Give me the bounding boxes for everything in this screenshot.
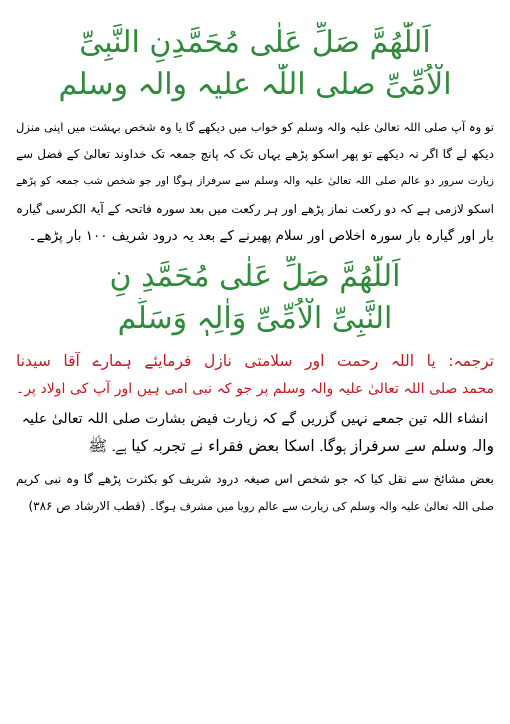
paragraph-line: تو وہ آپ صلی اللہ تعالیٰ علیہ والہ وسلم کو خواب میں دیکھے گا یا وہ شخص بہشت میں اپنی منزل bbox=[16, 120, 494, 134]
translation-block bbox=[16, 348, 494, 404]
narration-paragraph bbox=[16, 466, 494, 520]
glad-tidings-paragraph bbox=[16, 406, 494, 460]
paragraph-line: بعض مشائخ سے نقل کیا کہ جو شخص اس صیغہ درود شریف کو بکثرت پڑھے گا وہ نبی کریم bbox=[16, 472, 494, 487]
translation-line: ترجمہ: یا اللہ رحمت اور سلامتی نازل فرمایئے ہمارے آقا سیدنا bbox=[16, 352, 494, 371]
virtue-paragraph bbox=[16, 114, 494, 250]
durood-text-line-2: النَّبِیِّ الْاُمِّیِّ وَاٰلِہٖ وَسَلِّم bbox=[117, 301, 393, 337]
durood-heading-line-1: اَللّٰھُمَّ صَلِّ عَلٰی مُحَمَّدِنِ النَّبِیِّ bbox=[79, 25, 431, 60]
paragraph-line: زیارت سرور دو عالم صلی اللہ تعالیٰ علیہ والہ وسلم سے سرفراز ہوگا اور جو شخص شب جمعہ کو پڑھے bbox=[16, 175, 494, 188]
translation-line: محمد صلی اللہ تعالیٰ علیہ والہ وسلم پر جو کہ نبی امی ہیں اور آپ کی اولاد پر۔ bbox=[16, 380, 494, 397]
durood-text-line-1: اَللّٰھُمَّ صَلِّ عَلٰی مُحَمَّدِ نِ bbox=[109, 259, 401, 295]
book-reference: (قطب الارشاد ص ۳۸۶) bbox=[28, 499, 146, 514]
paragraph-line: انشاء اللہ تین جمعے نہیں گزریں گے کہ زیارت فیض بشارت صلی اللہ تعالیٰ علیہ bbox=[21, 410, 489, 427]
paragraph-line: بار اور گیارہ بار سورہ اخلاص اور سلام پھیرنے کے بعد یہ درود شریف ۱۰۰ بار پڑھے۔ bbox=[28, 227, 494, 244]
paragraph-line bbox=[16, 493, 494, 520]
paragraph-line: والہ وسلم سے سرفراز ہوگا۔ اسکا بعض فقراء نے تجربہ کیا ہے۔ ﷺ bbox=[88, 436, 494, 455]
paragraph-line: اسکو لازمی ہے کہ دو رکعت نماز پڑھے اور ہر رکعت میں بعد سورہ فاتحہ کے آیۃ الکرسی گیارہ bbox=[16, 201, 494, 216]
narration-last-text: صلی اللہ تعالیٰ علیہ والہ وسلم کی زیارت سے عالم رویا میں مشرف ہوگا۔ bbox=[149, 500, 494, 514]
paragraph-line: دیکھ لے گا اگر نہ دیکھے تو پھر اسکو پڑھے یہاں تک کہ پانچ جمعہ تک خداوند تعالیٰ کے فضل سے bbox=[16, 147, 494, 162]
durood-heading-line-2: الْاُمِّیِّ صلی اللّٰہ علیہ والہ وسلم bbox=[58, 67, 452, 102]
